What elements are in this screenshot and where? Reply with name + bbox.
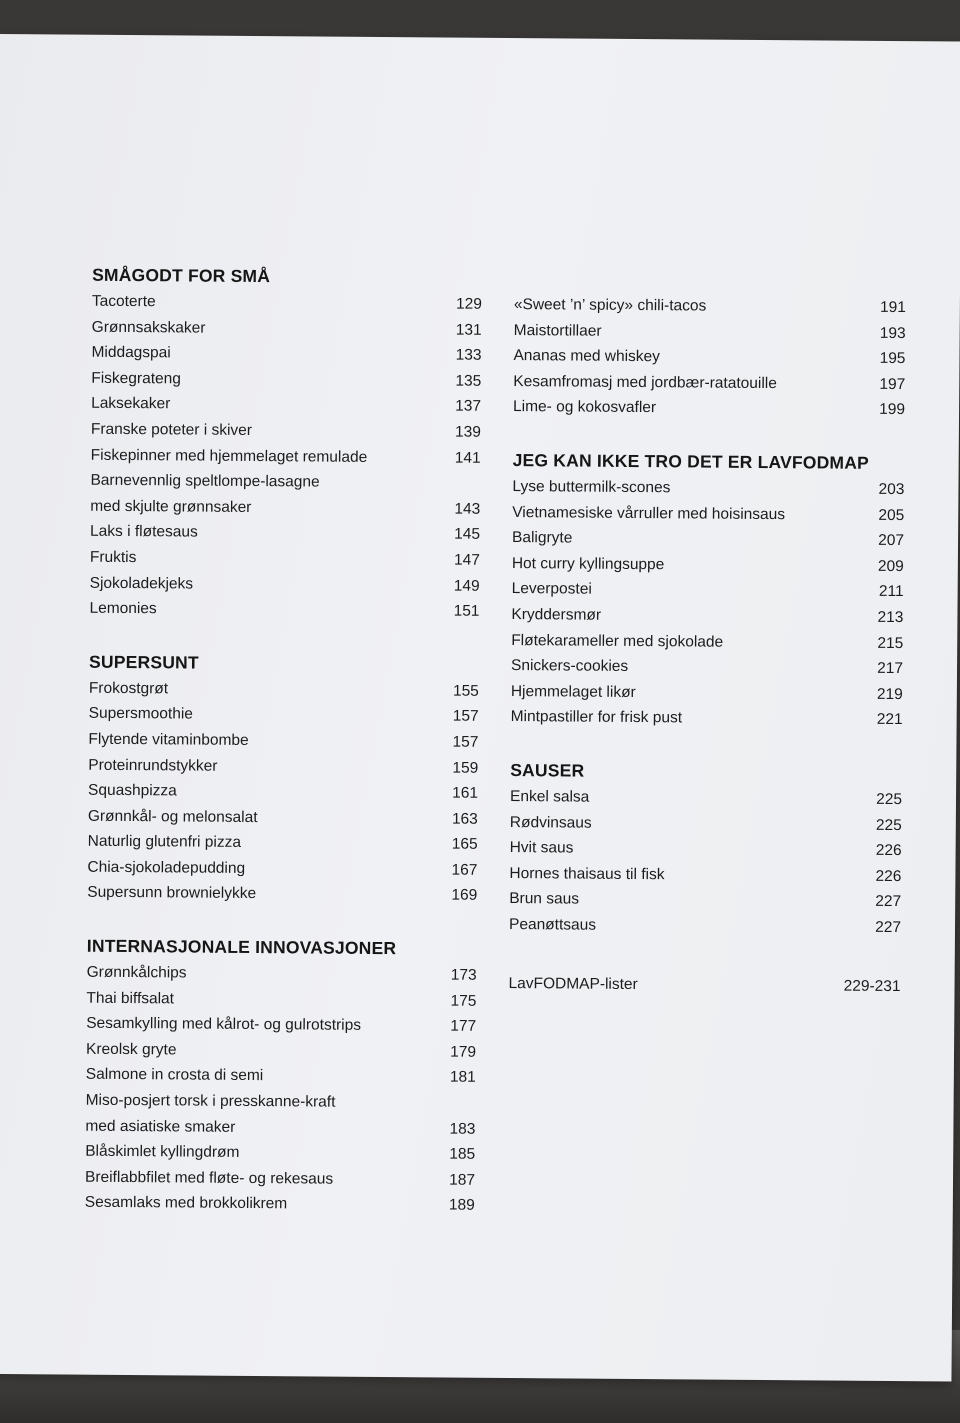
toc-entry (89, 675, 479, 704)
entry-title: Kryddersmør (511, 605, 602, 624)
toc-entry (87, 855, 477, 884)
entry-title: med asiatiske smaker (85, 1117, 236, 1136)
toc-section (89, 261, 482, 625)
entry-page-number: 185 (449, 1145, 476, 1163)
entry-title: Thai biffsalat (86, 989, 175, 1008)
entry-page-number: 145 (454, 525, 481, 544)
section-heading: SAUSER (510, 759, 585, 781)
entry-title: Proteinrundstykker (88, 756, 218, 775)
toc-section (511, 446, 905, 733)
entry-page-number: 141 (454, 449, 481, 467)
entry-page-number: 139 (454, 423, 481, 441)
entry-page-number: 213 (877, 608, 904, 627)
toc-entry (91, 417, 481, 446)
entry-title: Leverpostei (511, 580, 592, 599)
entry-page-number: 181 (449, 1069, 476, 1087)
entry-title: Peanøttsaus (508, 915, 597, 934)
entry-page-number: 227 (875, 918, 902, 936)
toc-entry (511, 602, 903, 631)
entry-title: Miso-posjert torsk i presskanne-kraft (85, 1091, 336, 1111)
toc-entry (513, 369, 905, 398)
entry-page-number: 177 (450, 1017, 477, 1036)
entry-page-number: 225 (875, 816, 902, 834)
toc-entry (514, 292, 906, 321)
toc-entry (86, 1088, 476, 1117)
entry-page-number: 227 (875, 893, 902, 911)
entry-title: Fiskepinner med hjemmelaget remulade (90, 446, 368, 466)
toc-left-column (85, 261, 483, 1245)
entry-page-number: 193 (879, 324, 906, 342)
entry-page-number: 217 (877, 660, 904, 678)
toc-entry (88, 803, 478, 832)
toc-entry (91, 340, 481, 369)
entry-title: Mintpastiller for frisk pust (510, 708, 683, 727)
book-page (0, 34, 960, 1382)
toc-entry (87, 960, 477, 989)
entry-page-number: 151 (453, 602, 480, 620)
entry-page-number: 205 (878, 506, 905, 524)
entry-title: Ananas med whiskey (513, 347, 661, 366)
appendix-title: LavFODMAP-lister (508, 975, 638, 994)
entry-page-number: 157 (452, 733, 479, 751)
toc-entry (90, 519, 480, 548)
section-heading: JEG KAN IKKE TRO DET ER LAVFODMAP (512, 450, 870, 473)
toc-entry (509, 912, 901, 941)
toc-entry (91, 442, 481, 471)
entry-page-number: 203 (878, 480, 905, 499)
entry-title: Lyse buttermilk-scones (512, 478, 671, 497)
toc-entry (514, 318, 906, 347)
toc-entry (86, 1062, 476, 1091)
entry-title: Enkel salsa (509, 787, 590, 806)
entry-title: Middagspai (91, 343, 171, 362)
entry-title: Tacoterte (91, 292, 156, 311)
entry-page-number: 155 (452, 682, 479, 700)
toc-entry (87, 880, 477, 909)
toc-entry (509, 886, 901, 915)
entry-title: Grønnsakskaker (91, 318, 206, 337)
entry-page-number: 133 (455, 346, 482, 364)
toc-entry (85, 1165, 475, 1194)
entry-page-number: 211 (878, 583, 904, 601)
toc-entry (85, 1139, 475, 1168)
section-heading: SMÅGODT FOR SMÅ (92, 264, 271, 287)
toc-entry (86, 1037, 476, 1066)
entry-title: Hjemmelaget likør (510, 682, 636, 701)
toc-entry (512, 551, 904, 580)
entry-title: Laksekaker (91, 395, 171, 413)
toc-entry (91, 391, 481, 420)
toc-entry (90, 493, 480, 522)
entry-page-number: 175 (450, 992, 477, 1010)
entry-page-number: 191 (879, 298, 906, 317)
entry-page-number: 209 (877, 557, 904, 575)
entry-page-number: 179 (450, 1043, 477, 1061)
entry-title: Franske poteter i skiver (90, 420, 253, 439)
entry-page-number: 226 (875, 867, 902, 885)
toc-entry (92, 289, 482, 318)
toc-entry (88, 778, 478, 807)
entry-title: Sjokoladekjeks (89, 574, 194, 593)
toc-entry (510, 835, 902, 864)
entry-title: Barnevennlig speltlompe-lasagne (90, 471, 320, 491)
entry-page-number: 197 (879, 375, 906, 393)
toc-entry (512, 525, 904, 554)
entry-page-number: 169 (451, 887, 478, 905)
entry-title: Naturlig glutenfri pizza (87, 832, 242, 852)
entry-page-number: 143 (454, 500, 481, 518)
toc-entry (90, 468, 480, 497)
section-heading: INTERNASJONALE INNOVASJONER (86, 935, 397, 959)
entry-page-number: 161 (452, 784, 479, 802)
section-heading: SUPERSUNT (88, 651, 199, 673)
entry-page-number: 135 (455, 372, 482, 390)
entry-title: Lemonies (89, 599, 157, 618)
toc-section (87, 647, 479, 908)
entry-title: Vietnamesiske vårruller med hoisinsaus (512, 503, 786, 523)
entry-title: Supersmoothie (88, 705, 193, 723)
entry-page-number: 147 (453, 551, 480, 569)
entry-title: Chia-sjokoladepudding (87, 858, 246, 877)
toc-entry (90, 570, 480, 599)
toc-entry (91, 366, 481, 395)
entry-page-number: 149 (453, 577, 480, 595)
entry-title: «Sweet ’n’ spicy» chili-tacos (513, 296, 707, 315)
entry-page-number: 215 (877, 634, 904, 652)
entry-page-number: 157 (452, 707, 479, 726)
entry-title: Hornes thaisaus til fisk (509, 864, 665, 883)
entry-page-number: 183 (449, 1120, 476, 1138)
entry-title: Brun saus (509, 890, 580, 908)
entry-page-number: 219 (876, 685, 903, 703)
toc-entry (511, 653, 903, 682)
toc-entry (86, 1011, 476, 1040)
entry-title: Lime- og kokosvafler (513, 398, 657, 417)
entry-title: Fruktis (89, 548, 137, 567)
entry-page-number: 225 (876, 790, 903, 809)
entry-title: Flytende vitaminbombe (88, 730, 249, 749)
entry-title: Grønnkål- og melonsalat (87, 807, 258, 826)
entry-title: Kesamfromasj med jordbær-ratatouille (513, 372, 777, 392)
entry-page-number: 165 (451, 835, 478, 854)
entry-title: Rødvinsaus (509, 813, 592, 832)
toc-entry (85, 1113, 475, 1142)
toc-entry (513, 343, 905, 372)
entry-title: Squashpizza (87, 781, 177, 800)
toc-entry (511, 679, 903, 708)
entry-title: Fiskegrateng (91, 369, 181, 388)
toc-entry (88, 829, 478, 858)
entry-title: Hvit saus (509, 839, 574, 857)
entry-title: Snickers-cookies (510, 657, 629, 676)
entry-page-number: 159 (452, 759, 479, 777)
toc-entry (92, 314, 482, 343)
toc-entry (509, 861, 901, 890)
toc-entry (512, 576, 904, 605)
toc-entry (511, 704, 903, 733)
entry-title: Salmone in crosta di semi (85, 1066, 264, 1085)
entry-page-number: 226 (875, 841, 902, 860)
toc-entry (88, 752, 478, 781)
entry-page-number: 167 (451, 861, 478, 879)
toc-section (513, 264, 906, 423)
entry-title: Laks i fløtesaus (90, 523, 198, 541)
toc-section (509, 756, 902, 941)
entry-title: Breiflabbfilet med fløte- og rekesaus (84, 1168, 334, 1188)
entry-title: Maistortillaer (513, 321, 602, 340)
appendix-entry (508, 971, 900, 1000)
entry-title: Hot curry kyllingsuppe (511, 554, 665, 573)
toc-right-column (508, 264, 906, 1000)
entry-title: Baligryte (511, 529, 573, 547)
entry-page-number: 173 (450, 966, 477, 984)
toc-entry (88, 727, 478, 756)
entry-page-number: 163 (451, 810, 478, 828)
toc-entry (90, 545, 480, 574)
toc-entry (89, 596, 479, 625)
entry-title: Kreolsk gryte (85, 1040, 177, 1059)
toc-entry (512, 500, 904, 529)
entry-page-number: 187 (449, 1171, 476, 1189)
entry-page-number: 131 (455, 321, 482, 339)
toc-entry (89, 701, 479, 730)
entry-page-number: 199 (879, 401, 906, 419)
toc-entry (513, 394, 905, 423)
toc-entry (512, 474, 904, 503)
toc-entry (510, 784, 902, 813)
entry-page-number: 207 (878, 532, 905, 550)
entry-page-number: 189 (448, 1196, 475, 1215)
toc-entry (85, 1190, 475, 1219)
entry-title: Sesamkylling med kålrot- og gulrotstrips (86, 1014, 362, 1035)
entry-title: Sesamlaks med brokkolikrem (84, 1194, 288, 1213)
entry-title: Fløtekarameller med sjokolade (511, 631, 724, 651)
entry-page-number: 195 (879, 350, 906, 368)
entry-title: Supersunn brownielykke (87, 884, 257, 903)
section-top-pad (514, 264, 906, 295)
entry-page-number: 137 (455, 397, 482, 416)
appendix-page-range: 229-231 (843, 978, 901, 996)
toc-entry (511, 628, 903, 657)
toc-entry (510, 810, 902, 839)
toc-section (85, 932, 477, 1219)
toc-entry (86, 985, 476, 1014)
entry-title: Grønnkålchips (86, 963, 187, 982)
entry-title: Blåskimlet kyllingdrøm (85, 1142, 240, 1162)
entry-title: med skjulte grønnsaker (90, 497, 252, 516)
entry-page-number: 129 (455, 295, 482, 313)
entry-title: Frokostgrøt (88, 679, 169, 698)
entry-page-number: 221 (876, 711, 903, 729)
